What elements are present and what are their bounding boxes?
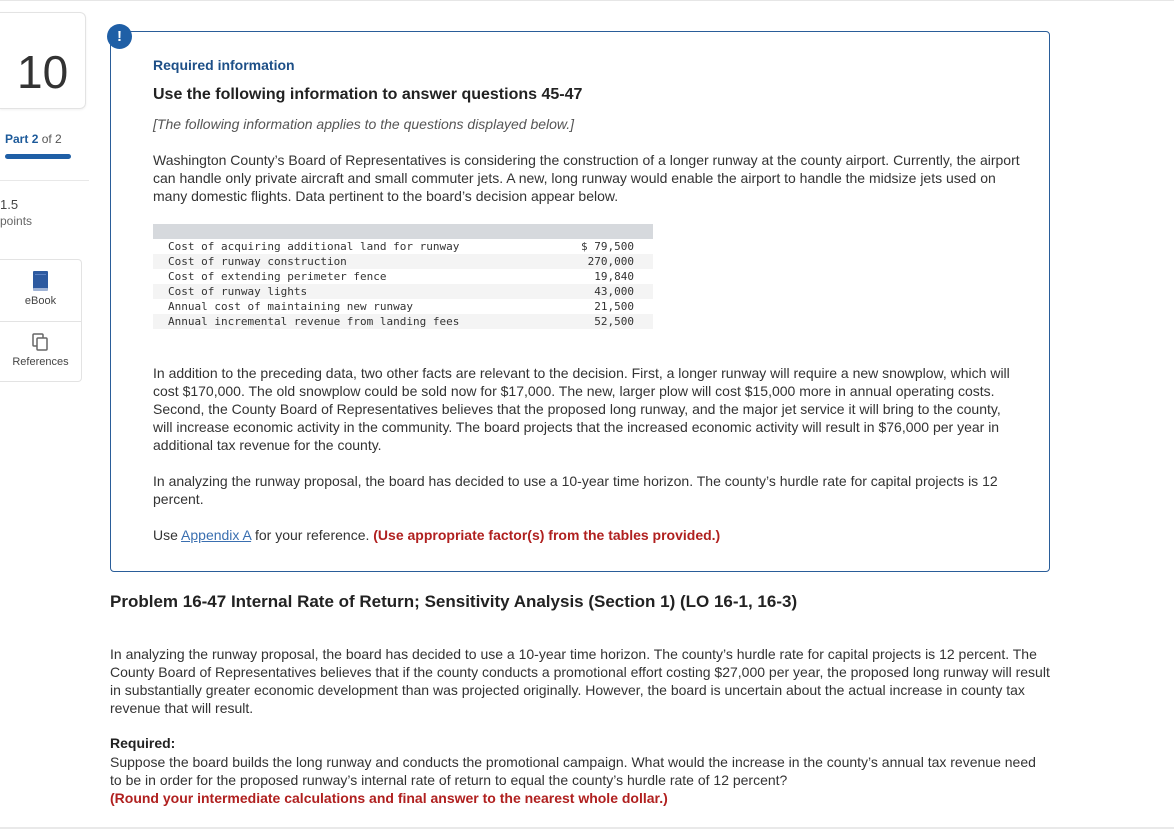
info-paragraph-2: In addition to the preceding data, two other facts are relevant to the decision. First, a longer runway will require a new snowplow, which will cost $170,000. The old snowplow could be sold now for $17,000. The new, larger plow will cost $15,000 more in annual operating costs. Second, the County Board of Representatives believes that the proposed long runway, and the major jet service it will bring to the county, will increase economic activity in the community. The board projects that the increased economic activity will result in $76,000 per year in additional tax revenue for the county. <box>153 365 1010 453</box>
table-row-value: 19,840 <box>594 270 634 283</box>
rounding-instruction: (Round your intermediate calculations and final answer to the nearest whole dollar.) <box>110 790 668 806</box>
required-text-block <box>110 753 1050 807</box>
required-info-title: Required information <box>153 57 295 73</box>
part-total: of 2 <box>41 132 62 146</box>
data-table <box>153 224 653 332</box>
table-row-label: Annual cost of maintaining new runway <box>168 300 414 313</box>
points-value: 1.5 <box>0 197 19 212</box>
points-label: points <box>0 214 33 228</box>
card-heading: Use the following information to answer questions 45-47 <box>153 86 583 103</box>
reference-instruction: (Use appropriate factor(s) from the tables provided.) <box>373 527 721 543</box>
sidebar-divider <box>0 180 89 181</box>
table-row-label: Cost of runway construction <box>168 255 347 268</box>
table-row <box>153 284 653 299</box>
ebook-button[interactable] <box>0 260 81 320</box>
table-row-label: Annual incremental revenue from landing fees <box>168 315 460 328</box>
info-paragraph-1: Washington County’s Board of Representatives is considering the construction of a longer runway at the county airport. Currently, the airport can handle only private aircraft and small commuter jets. A new, long runway would enable the airport to handle the midsize jets used on many domestic flights. Data pertinent to the board’s decision appear below. <box>153 152 1020 204</box>
reference-suffix: for your reference. <box>254 527 370 543</box>
question-number-box <box>0 12 86 109</box>
required-label: Required: <box>110 735 176 751</box>
question-number: 10 <box>17 46 69 98</box>
table-row <box>153 314 653 329</box>
tools-panel <box>0 259 82 382</box>
table-row-label: Cost of extending perimeter fence <box>168 270 387 283</box>
table-row-value: 21,500 <box>594 300 634 313</box>
table-row <box>153 269 653 284</box>
required-text: Suppose the board builds the long runway and conducts the promotional campaign. What would the increase in the county’s annual tax revenue need to be in order for the proposed runway’s internal rate of return to equal the county’s hurdle rate of 12 percent? <box>110 754 1036 788</box>
data-table-header <box>153 224 653 239</box>
reference-line <box>153 526 1023 544</box>
ebook-label: eBook <box>24 295 57 307</box>
references-label: References <box>12 356 69 368</box>
appendix-a-link[interactable]: Appendix A <box>181 527 252 543</box>
part-indicator <box>5 132 62 146</box>
table-row-value: 52,500 <box>594 315 634 328</box>
part-label: Part 2 <box>5 132 39 146</box>
top-divider <box>0 0 1174 1</box>
table-row <box>153 239 653 254</box>
book-icon <box>32 271 49 292</box>
reference-prefix: Use <box>153 527 178 543</box>
table-row-label: Cost of acquiring additional land for runway <box>168 240 460 253</box>
table-row-value: 43,000 <box>594 285 634 298</box>
part-progress-bar <box>5 154 71 159</box>
table-row <box>153 254 653 269</box>
info-paragraph-3: In analyzing the runway proposal, the board has decided to use a 10-year time horizon. The county’s hurdle rate for capital projects is 12 percent. <box>153 473 998 507</box>
copy-icon <box>32 333 49 352</box>
table-row-value: $ 79,500 <box>581 240 634 253</box>
references-button[interactable] <box>0 321 81 382</box>
problem-paragraph: In analyzing the runway proposal, the board has decided to use a 10-year time horizon. The county’s hurdle rate for capital projects is 12 percent. The County Board of Representatives believes that if the county conducts a promotional effort costing $27,000 per year, the proposed long runway will result in substantially greater economic development than was projected originally. However, the board is uncertain about the actual increase in county tax revenue that will result. <box>110 646 1050 716</box>
card-note: [The following information applies to the questions displayed below.] <box>153 116 575 132</box>
table-row-value: 270,000 <box>587 255 634 268</box>
table-row-label: Cost of runway lights <box>168 285 308 298</box>
problem-title: Problem 16-47 Internal Rate of Return; Sensitivity Analysis (Section 1) (LO 16-1, 16-3) <box>110 592 798 611</box>
alert-icon: ! <box>107 24 132 49</box>
table-row <box>153 299 653 314</box>
